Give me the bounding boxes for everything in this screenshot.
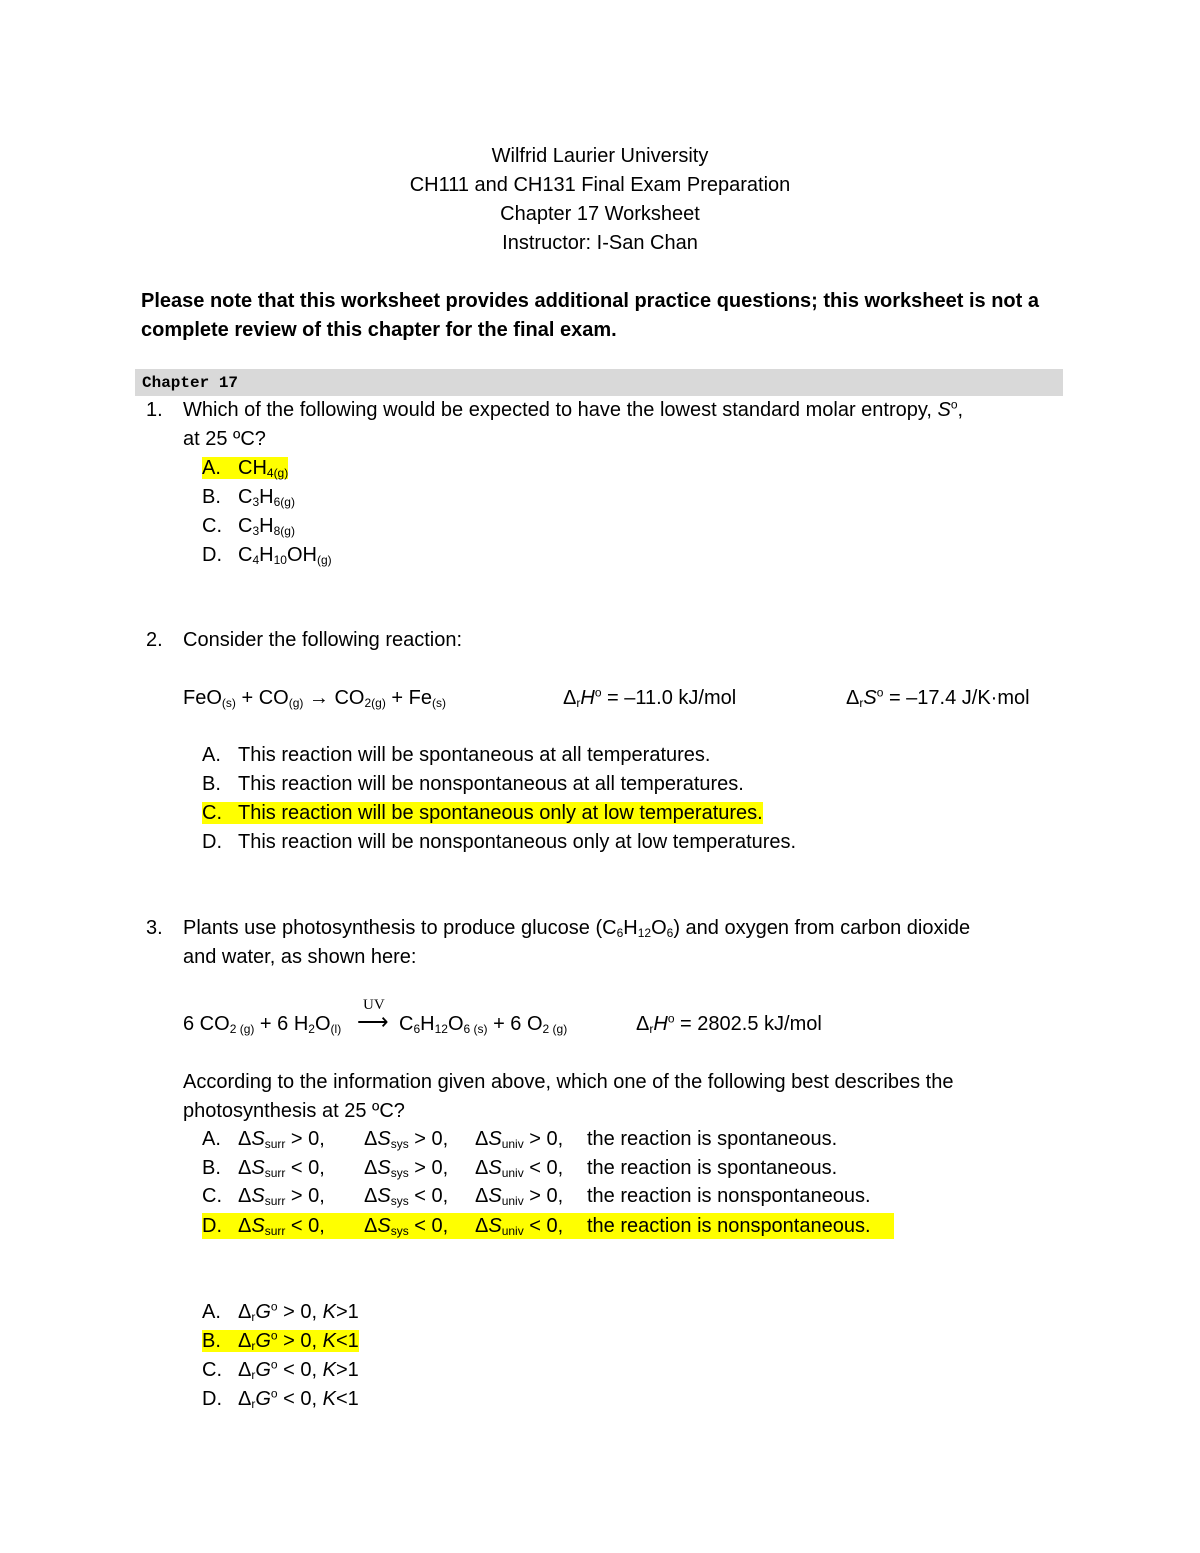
enthalpy-symbol: H — [653, 1013, 668, 1035]
q1-option-a-highlight — [202, 457, 288, 479]
eq-sub: surr — [264, 1166, 286, 1180]
entropy-symbol: S — [377, 1215, 391, 1237]
option-letter: A. — [202, 1128, 221, 1150]
q2-number: 2. — [146, 629, 163, 651]
formula: OH — [286, 544, 317, 566]
eq-sub: (l) — [330, 1022, 342, 1036]
option-text: the reaction is nonspontaneous. — [587, 1185, 871, 1207]
q3-equation — [183, 1012, 341, 1036]
section-title: Chapter 17 — [142, 374, 239, 392]
delta-symbol: Δ — [475, 1185, 489, 1207]
q1-option-c[interactable] — [202, 514, 295, 538]
eq-sub: (g) — [288, 696, 304, 710]
degree-mark: o — [667, 1011, 675, 1026]
q3-text-line-1 — [183, 916, 970, 940]
eq-sub: sys — [390, 1224, 409, 1238]
q3-prompt-line-1: According to the information given above, which one of the following best describes the — [183, 1071, 954, 1093]
gibbs-symbol: G — [255, 1359, 271, 1381]
q3-enthalpy — [636, 1012, 822, 1036]
delta-symbol: Δ — [238, 1359, 252, 1381]
entropy-symbol: S — [251, 1157, 265, 1179]
degree-mark: o — [270, 1328, 278, 1343]
eq-sub: r — [576, 696, 581, 710]
eq-sub: univ — [501, 1224, 524, 1238]
delta-symbol: Δ — [364, 1215, 378, 1237]
header-worksheet: Chapter 17 Worksheet — [500, 203, 700, 225]
q4-option-a[interactable] — [202, 1300, 359, 1324]
q2-option-d[interactable] — [202, 830, 796, 854]
delta-symbol: Δ — [238, 1215, 252, 1237]
k-relation: >1 — [335, 1359, 359, 1381]
q3-prompt-line-2: photosynthesis at 25 ºC? — [183, 1100, 405, 1122]
eq-sub: sys — [390, 1194, 409, 1208]
q2-option-c[interactable] — [202, 801, 763, 825]
k-symbol: K — [322, 1330, 336, 1352]
q3-option-a[interactable] — [202, 1127, 902, 1151]
delta-symbol: Δ — [846, 687, 860, 709]
eq-sub: univ — [501, 1194, 524, 1208]
q2-entropy — [846, 686, 1030, 710]
degree-mark: o — [950, 397, 958, 412]
entropy-symbol: S — [488, 1185, 502, 1207]
delta-symbol: Δ — [238, 1301, 252, 1323]
option-letter: D. — [202, 1388, 222, 1410]
formula-sub: 6(g) — [273, 495, 295, 509]
formula-sub: 4(g) — [266, 466, 289, 480]
delta-symbol: Δ — [475, 1128, 489, 1150]
gibbs-symbol: G — [255, 1330, 271, 1352]
sign: > 0, — [408, 1157, 449, 1179]
delta-symbol: Δ — [238, 1128, 252, 1150]
enthalpy-value: = –11.0 kJ/mol — [601, 687, 737, 709]
note-line-2: complete review of this chapter for the final exam. — [141, 319, 617, 341]
degree-mark: o — [876, 685, 884, 700]
q3-text: ) and oxygen from carbon dioxide — [673, 917, 971, 939]
formula: H — [623, 917, 638, 939]
sign: > 0, — [277, 1301, 323, 1323]
q4-option-c[interactable] — [202, 1358, 359, 1382]
entropy-symbol: S — [251, 1128, 265, 1150]
q3-text: Plants use photosynthesis to produce glucose (C — [183, 917, 617, 939]
eq-part: O — [314, 1013, 331, 1035]
eq-sub: sys — [390, 1137, 409, 1151]
q4-option-b[interactable] — [202, 1329, 359, 1353]
eq-part: H — [420, 1013, 435, 1035]
formula-sub: 4 — [252, 553, 260, 567]
degree-mark: o — [594, 685, 602, 700]
q1-number: 1. — [146, 399, 163, 421]
entropy-symbol: S — [377, 1185, 391, 1207]
q1-option-d[interactable] — [202, 543, 332, 567]
reaction-arrow-icon: ⟶ — [357, 1009, 389, 1034]
delta-symbol: Δ — [475, 1157, 489, 1179]
formula: O — [651, 917, 667, 939]
delta-symbol: Δ — [475, 1215, 489, 1237]
delta-symbol: Δ — [238, 1157, 252, 1179]
q2-option-a[interactable] — [202, 743, 710, 767]
eq-sub: 2 (g) — [229, 1022, 255, 1036]
eq-sub: r — [251, 1310, 256, 1324]
sign: < 0, — [277, 1388, 323, 1410]
eq-sub: 2 — [308, 1022, 315, 1036]
k-relation: >1 — [335, 1301, 359, 1323]
entropy-symbol: S — [488, 1157, 502, 1179]
q3-option-c[interactable] — [202, 1184, 902, 1208]
section-bar — [135, 369, 1063, 396]
eq-part: FeO — [183, 687, 222, 709]
option-text: the reaction is spontaneous. — [587, 1157, 838, 1179]
uv-label: UV — [363, 997, 385, 1013]
delta-symbol: Δ — [563, 687, 577, 709]
header-university: Wilfrid Laurier University — [491, 145, 709, 167]
option-letter: A. — [202, 1301, 221, 1323]
eq-sub: r — [251, 1397, 256, 1411]
eq-part: + 6 H — [254, 1013, 309, 1035]
eq-sub: r — [251, 1368, 256, 1382]
formula-sub: 3 — [252, 524, 260, 538]
option-letter: B. — [202, 773, 221, 795]
eq-part: + CO — [235, 687, 289, 709]
option-text: This reaction will be nonspontaneous only at low temperatures. — [238, 831, 797, 853]
sign: > 0, — [523, 1128, 564, 1150]
q3-option-d[interactable] — [202, 1213, 894, 1239]
eq-part: O — [447, 1013, 464, 1035]
q1-option-b[interactable] — [202, 485, 295, 509]
formula-sub: 10 — [273, 553, 287, 567]
degree-mark: o — [270, 1299, 278, 1314]
q3-text-line-2: and water, as shown here: — [183, 946, 417, 968]
formula-sub: 6 — [616, 926, 624, 940]
entropy-symbol: S — [937, 399, 951, 421]
delta-symbol: Δ — [238, 1185, 252, 1207]
note-line-1: Please note that this worksheet provides additional practice questions; this worksheet is not a — [141, 290, 1039, 312]
option-text: the reaction is spontaneous. — [587, 1128, 838, 1150]
eq-part: 6 CO — [183, 1013, 230, 1035]
sign: < 0, — [408, 1185, 449, 1207]
q4-option-d[interactable] — [202, 1387, 359, 1411]
sign: > 0, — [523, 1185, 564, 1207]
option-letter: B. — [202, 486, 221, 508]
option-letter: C. — [202, 515, 222, 537]
delta-symbol: Δ — [364, 1128, 378, 1150]
degree-mark: o — [270, 1386, 278, 1401]
k-relation: <1 — [335, 1330, 359, 1352]
q4-option-b-highlight — [202, 1330, 359, 1352]
delta-symbol: Δ — [364, 1157, 378, 1179]
sign: > 0, — [408, 1128, 449, 1150]
q1-text: Which of the following would be expected to have the lowest standard molar entropy, — [183, 399, 932, 421]
k-symbol: K — [322, 1301, 336, 1323]
entropy-symbol: S — [488, 1215, 502, 1237]
formula: CH — [238, 457, 267, 479]
option-letter: D. — [202, 831, 222, 853]
eq-sub: r — [251, 1339, 256, 1353]
q2-enthalpy — [563, 686, 736, 710]
eq-sub: univ — [501, 1137, 524, 1151]
eq-part: C — [399, 1013, 414, 1035]
k-symbol: K — [322, 1388, 336, 1410]
q2-option-c-highlight — [202, 802, 763, 824]
eq-part: + Fe — [385, 687, 432, 709]
gibbs-symbol: G — [255, 1301, 271, 1323]
eq-sub: r — [649, 1022, 654, 1036]
eq-sub: 2 (g) — [542, 1022, 568, 1036]
formula: H — [259, 544, 274, 566]
option-letter: C. — [202, 802, 222, 824]
eq-sub: 2(g) — [364, 696, 386, 710]
sign: < 0, — [523, 1215, 564, 1237]
sign: < 0, — [523, 1157, 564, 1179]
entropy-symbol: S — [377, 1157, 391, 1179]
formula: C — [238, 544, 253, 566]
k-symbol: K — [322, 1359, 336, 1381]
option-letter: A. — [202, 457, 221, 479]
eq-sub: univ — [501, 1166, 524, 1180]
eq-sub: surr — [264, 1194, 286, 1208]
q1-text-line-2: at 25 ºC? — [183, 428, 266, 450]
delta-symbol: Δ — [238, 1330, 252, 1352]
option-text: This reaction will be spontaneous at all temperatures. — [238, 744, 711, 766]
enthalpy-symbol: H — [580, 687, 595, 709]
formula: H — [259, 486, 274, 508]
sign: > 0, — [277, 1330, 323, 1352]
degree-mark: o — [270, 1357, 278, 1372]
entropy-value: = –17.4 J/K·mol — [883, 687, 1030, 709]
eq-part: + 6 O — [487, 1013, 543, 1035]
q3-option-b[interactable] — [202, 1156, 902, 1180]
formula-sub: 6 — [666, 926, 674, 940]
sign: > 0, — [285, 1185, 325, 1207]
eq-sub: (s) — [431, 696, 446, 710]
q1-text-line-1 — [183, 398, 963, 422]
entropy-symbol: S — [251, 1185, 265, 1207]
gibbs-symbol: G — [255, 1388, 271, 1410]
eq-sub: (s) — [221, 696, 236, 710]
entropy-symbol: S — [251, 1215, 265, 1237]
option-text: This reaction will be nonspontaneous at all temperatures. — [238, 773, 744, 795]
enthalpy-value: = 2802.5 kJ/mol — [674, 1013, 822, 1035]
delta-symbol: Δ — [364, 1185, 378, 1207]
option-text: the reaction is nonspontaneous. — [587, 1215, 871, 1237]
q3-number: 3. — [146, 917, 163, 939]
option-letter: C. — [202, 1359, 222, 1381]
sign: < 0, — [408, 1215, 449, 1237]
q1-option-a[interactable] — [202, 456, 288, 480]
delta-symbol: Δ — [636, 1013, 650, 1035]
formula-sub: 8(g) — [273, 524, 295, 538]
delta-symbol: Δ — [238, 1388, 252, 1410]
sign: > 0, — [285, 1128, 325, 1150]
sign: < 0, — [277, 1359, 323, 1381]
eq-sub: sys — [390, 1166, 409, 1180]
option-letter: C. — [202, 1185, 222, 1207]
eq-sub: surr — [264, 1224, 286, 1238]
entropy-symbol: S — [863, 687, 877, 709]
formula: H — [259, 515, 274, 537]
formula-sub: 3 — [252, 495, 260, 509]
q2-option-b[interactable] — [202, 772, 744, 796]
entropy-symbol: S — [488, 1128, 502, 1150]
formula: C — [238, 486, 253, 508]
eq-sub: surr — [264, 1137, 286, 1151]
q3-equation-products — [399, 1012, 567, 1036]
q2-text: Consider the following reaction: — [183, 629, 463, 651]
formula: C — [238, 515, 253, 537]
eq-sub: 6 (s) — [463, 1022, 488, 1036]
comma: , — [957, 399, 964, 421]
option-letter: A. — [202, 744, 221, 766]
option-letter: D. — [202, 1215, 222, 1237]
sign: < 0, — [285, 1215, 325, 1237]
formula-sub: 12 — [637, 926, 652, 940]
k-relation: <1 — [335, 1388, 359, 1410]
option-letter: B. — [202, 1330, 221, 1352]
eq-sub: 6 — [413, 1022, 421, 1036]
eq-sub: 12 — [434, 1022, 448, 1036]
option-text: This reaction will be spontaneous only at low temperatures. — [238, 802, 763, 824]
option-letter: D. — [202, 544, 222, 566]
eq-part: → CO — [303, 687, 365, 709]
option-letter: B. — [202, 1157, 221, 1179]
q2-equation — [183, 686, 446, 710]
header-course: CH111 and CH131 Final Exam Preparation — [409, 174, 791, 196]
eq-sub: r — [859, 696, 864, 710]
formula-sub: (g) — [316, 553, 332, 567]
entropy-symbol: S — [377, 1128, 391, 1150]
sign: < 0, — [285, 1157, 325, 1179]
header-instructor: Instructor: I-San Chan — [502, 232, 698, 254]
